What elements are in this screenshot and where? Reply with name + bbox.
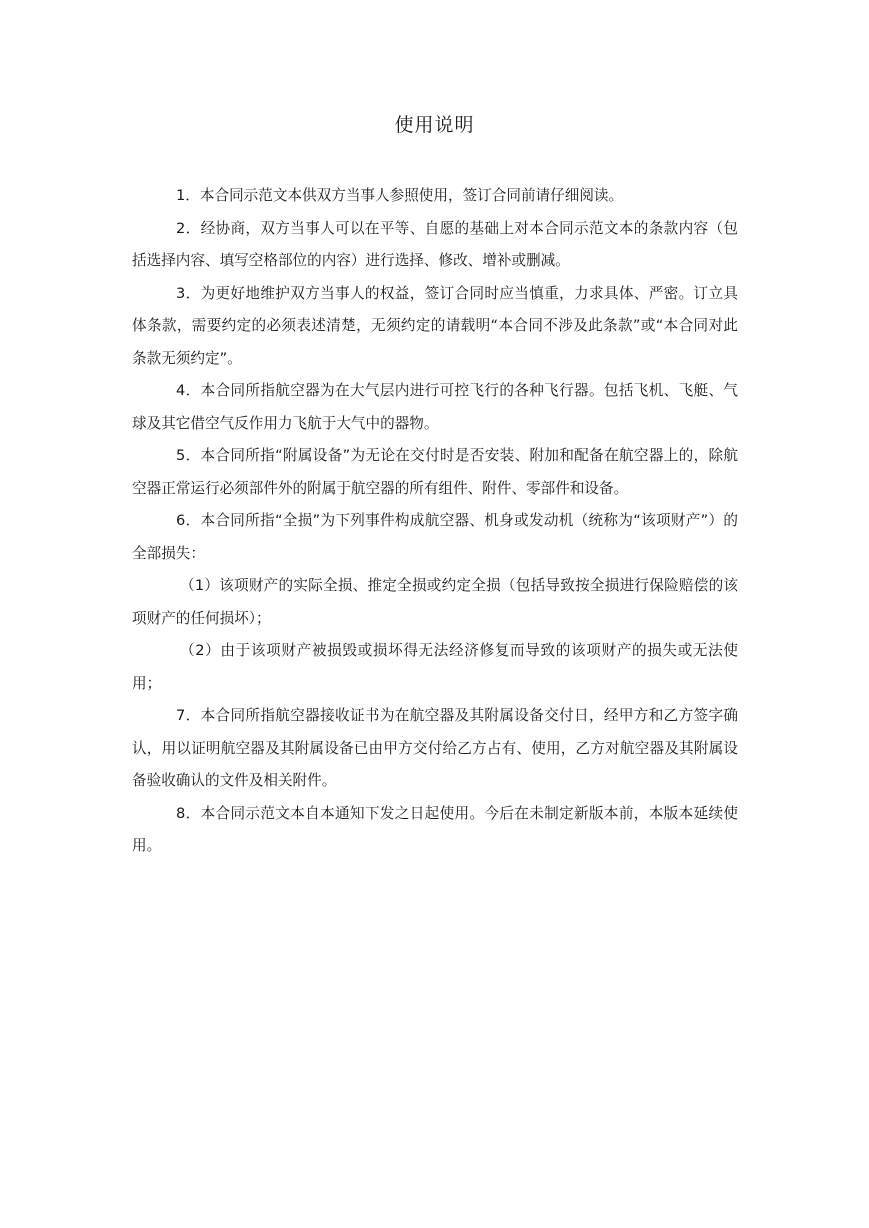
paragraph-7: 7．本合同所指航空器接收证书为在航空器及其附属设备交付日，经甲方和乙方签字确认，用以证明航空器及其附属设备已由甲方交付给乙方占有、使用，乙方对航空器及其附属设备验收确认的文件及相关附件。 — [132, 707, 738, 789]
page-title: 使用说明 — [394, 114, 475, 136]
paragraph-1: 1．本合同示范文本供双方当事人参照使用，签订合同前请仔细阅读。 — [176, 187, 624, 204]
paragraph-2: 2．经协商，双方当事人可以在平等、自愿的基础上对本合同示范文本的条款内容（包括选择内容、填写空格部位的内容）进行选择、修改、增补或删减。 — [132, 219, 738, 269]
paragraph-8: 8．本合同示范文本自本通知下发之日起使用。今后在未制定新版本前，本版本延续使用。 — [132, 804, 738, 854]
paragraph-3: 3．为更好地维护双方当事人的权益，签订合同时应当慎重，力求具体、严密。订立具体条款，需要约定的必须表述清楚，无须约定的请载明“本合同不涉及此条款”或“本合同对此条款无须约定”。 — [132, 284, 738, 367]
sub-paragraph-6-2: （2）由于该项财产被损毁或损坏得无法经济修复而导致的该项财产的损失或无法使用； — [132, 642, 738, 692]
document-body — [132, 180, 738, 863]
paragraph-6: 6．本合同所指“全损”为下列事件构成航空器、机身或发动机（统称为“该项财产”）的全部损失： — [132, 512, 738, 562]
paragraph-4: 4．本合同所指航空器为在大气层内进行可控飞行的各种飞行器。包括飞机、飞艇、气球及其它借空气反作用力飞航于大气中的器物。 — [132, 382, 738, 432]
sub-paragraph-6-1: （1）该项财产的实际全损、推定全损或约定全损（包括导致按全损进行保险赔偿的该项财产的任何损坏）； — [132, 577, 738, 627]
paragraph-5: 5．本合同所指“附属设备”为无论在交付时是否安装、附加和配备在航空器上的，除航空器正常运行必须部件外的附属于航空器的所有组件、附件、零部件和设备。 — [132, 447, 738, 497]
